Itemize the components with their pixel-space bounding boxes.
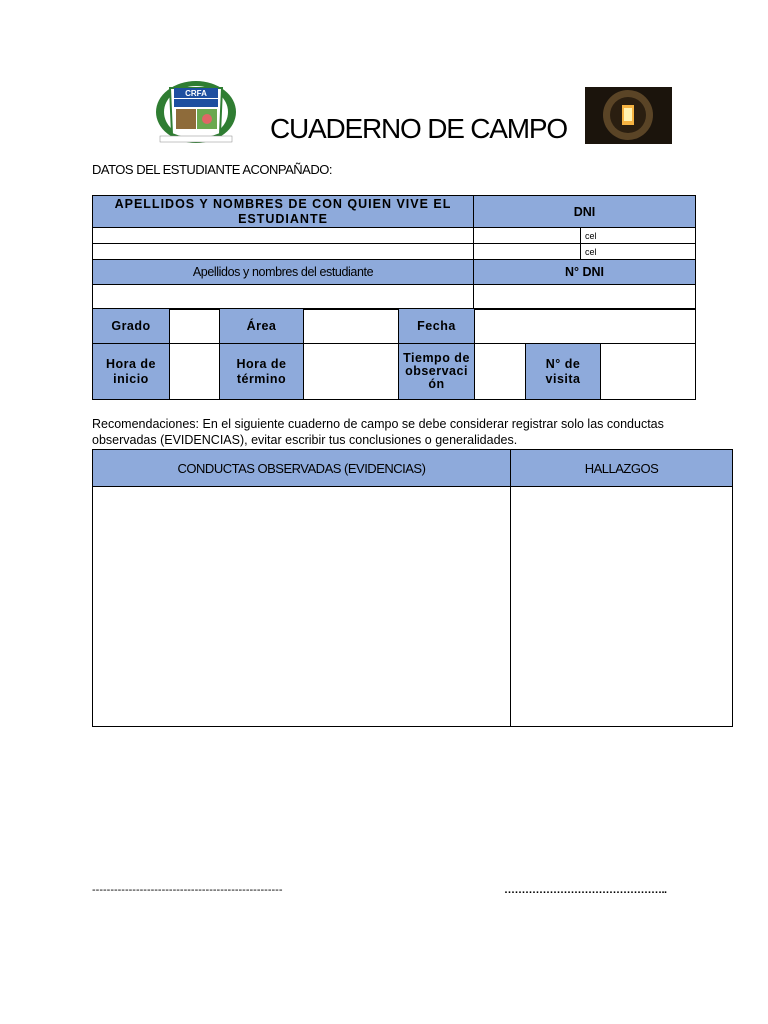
cel-label-2: cel: [581, 244, 696, 260]
tiempo-obs-label: Tiempo de observación: [399, 344, 475, 400]
conductas-header: CONDUCTAS OBSERVADAS (EVIDENCIAS): [93, 450, 511, 487]
area-label: Área: [220, 309, 304, 344]
hallazgos-header: HALLAZGOS: [511, 450, 733, 487]
guardian-header: APELLIDOS Y NOMBRES DE CON QUIEN VIVE EL ESTUDIANTE: [93, 196, 474, 228]
student-dni-cell[interactable]: [474, 285, 696, 310]
ndni-header: N° DNI: [474, 260, 696, 285]
tiempo-obs-value[interactable]: [475, 344, 526, 400]
guardian-name-cell-1[interactable]: [93, 228, 474, 244]
guardian-name-cell-2[interactable]: [93, 244, 474, 260]
recommendations-text: Recomendaciones: En el siguiente cuaderno de campo se debe considerar registrar solo las conductas observadas (EVIDENCIAS), evitar escribir tus conclusiones o generalidades.: [92, 417, 664, 447]
school-seal-logo: [585, 87, 672, 144]
hora-inicio-label: Hora de inicio: [93, 344, 170, 400]
signature-line-right: ………………………………………..: [504, 884, 667, 896]
section-subtitle: DATOS DEL ESTUDIANTE ACONPAÑADO:: [92, 162, 332, 177]
crfa-logo: [152, 78, 242, 146]
observations-table: [92, 449, 733, 727]
dni-digits-1[interactable]: [474, 228, 581, 244]
hora-termino-label: Hora de término: [220, 344, 304, 400]
session-table: [92, 308, 696, 400]
dni-header: DNI: [474, 196, 696, 228]
guardian-table: [92, 195, 696, 310]
n-visita-value[interactable]: [601, 344, 696, 400]
fecha-value[interactable]: [475, 309, 696, 344]
grado-label: Grado: [93, 309, 170, 344]
page-title: CUADERNO DE CAMPO: [270, 113, 567, 144]
cel-label-1: cel: [581, 228, 696, 244]
conductas-cell[interactable]: [93, 487, 511, 727]
hora-inicio-value[interactable]: [170, 344, 220, 400]
fecha-label: Fecha: [399, 309, 475, 344]
signature-line-left: ----------------------------------------------------: [92, 884, 283, 896]
svg-text:CRFA: CRFA: [185, 89, 207, 98]
student-name-header: Apellidos y nombres del estudiante: [93, 260, 474, 285]
hora-termino-value[interactable]: [304, 344, 399, 400]
dni-digits-2[interactable]: [474, 244, 581, 260]
student-name-cell[interactable]: [93, 285, 474, 310]
area-value[interactable]: [304, 309, 399, 344]
grado-value[interactable]: [170, 309, 220, 344]
n-visita-label: N° de visita: [526, 344, 601, 400]
hallazgos-cell[interactable]: [511, 487, 733, 727]
